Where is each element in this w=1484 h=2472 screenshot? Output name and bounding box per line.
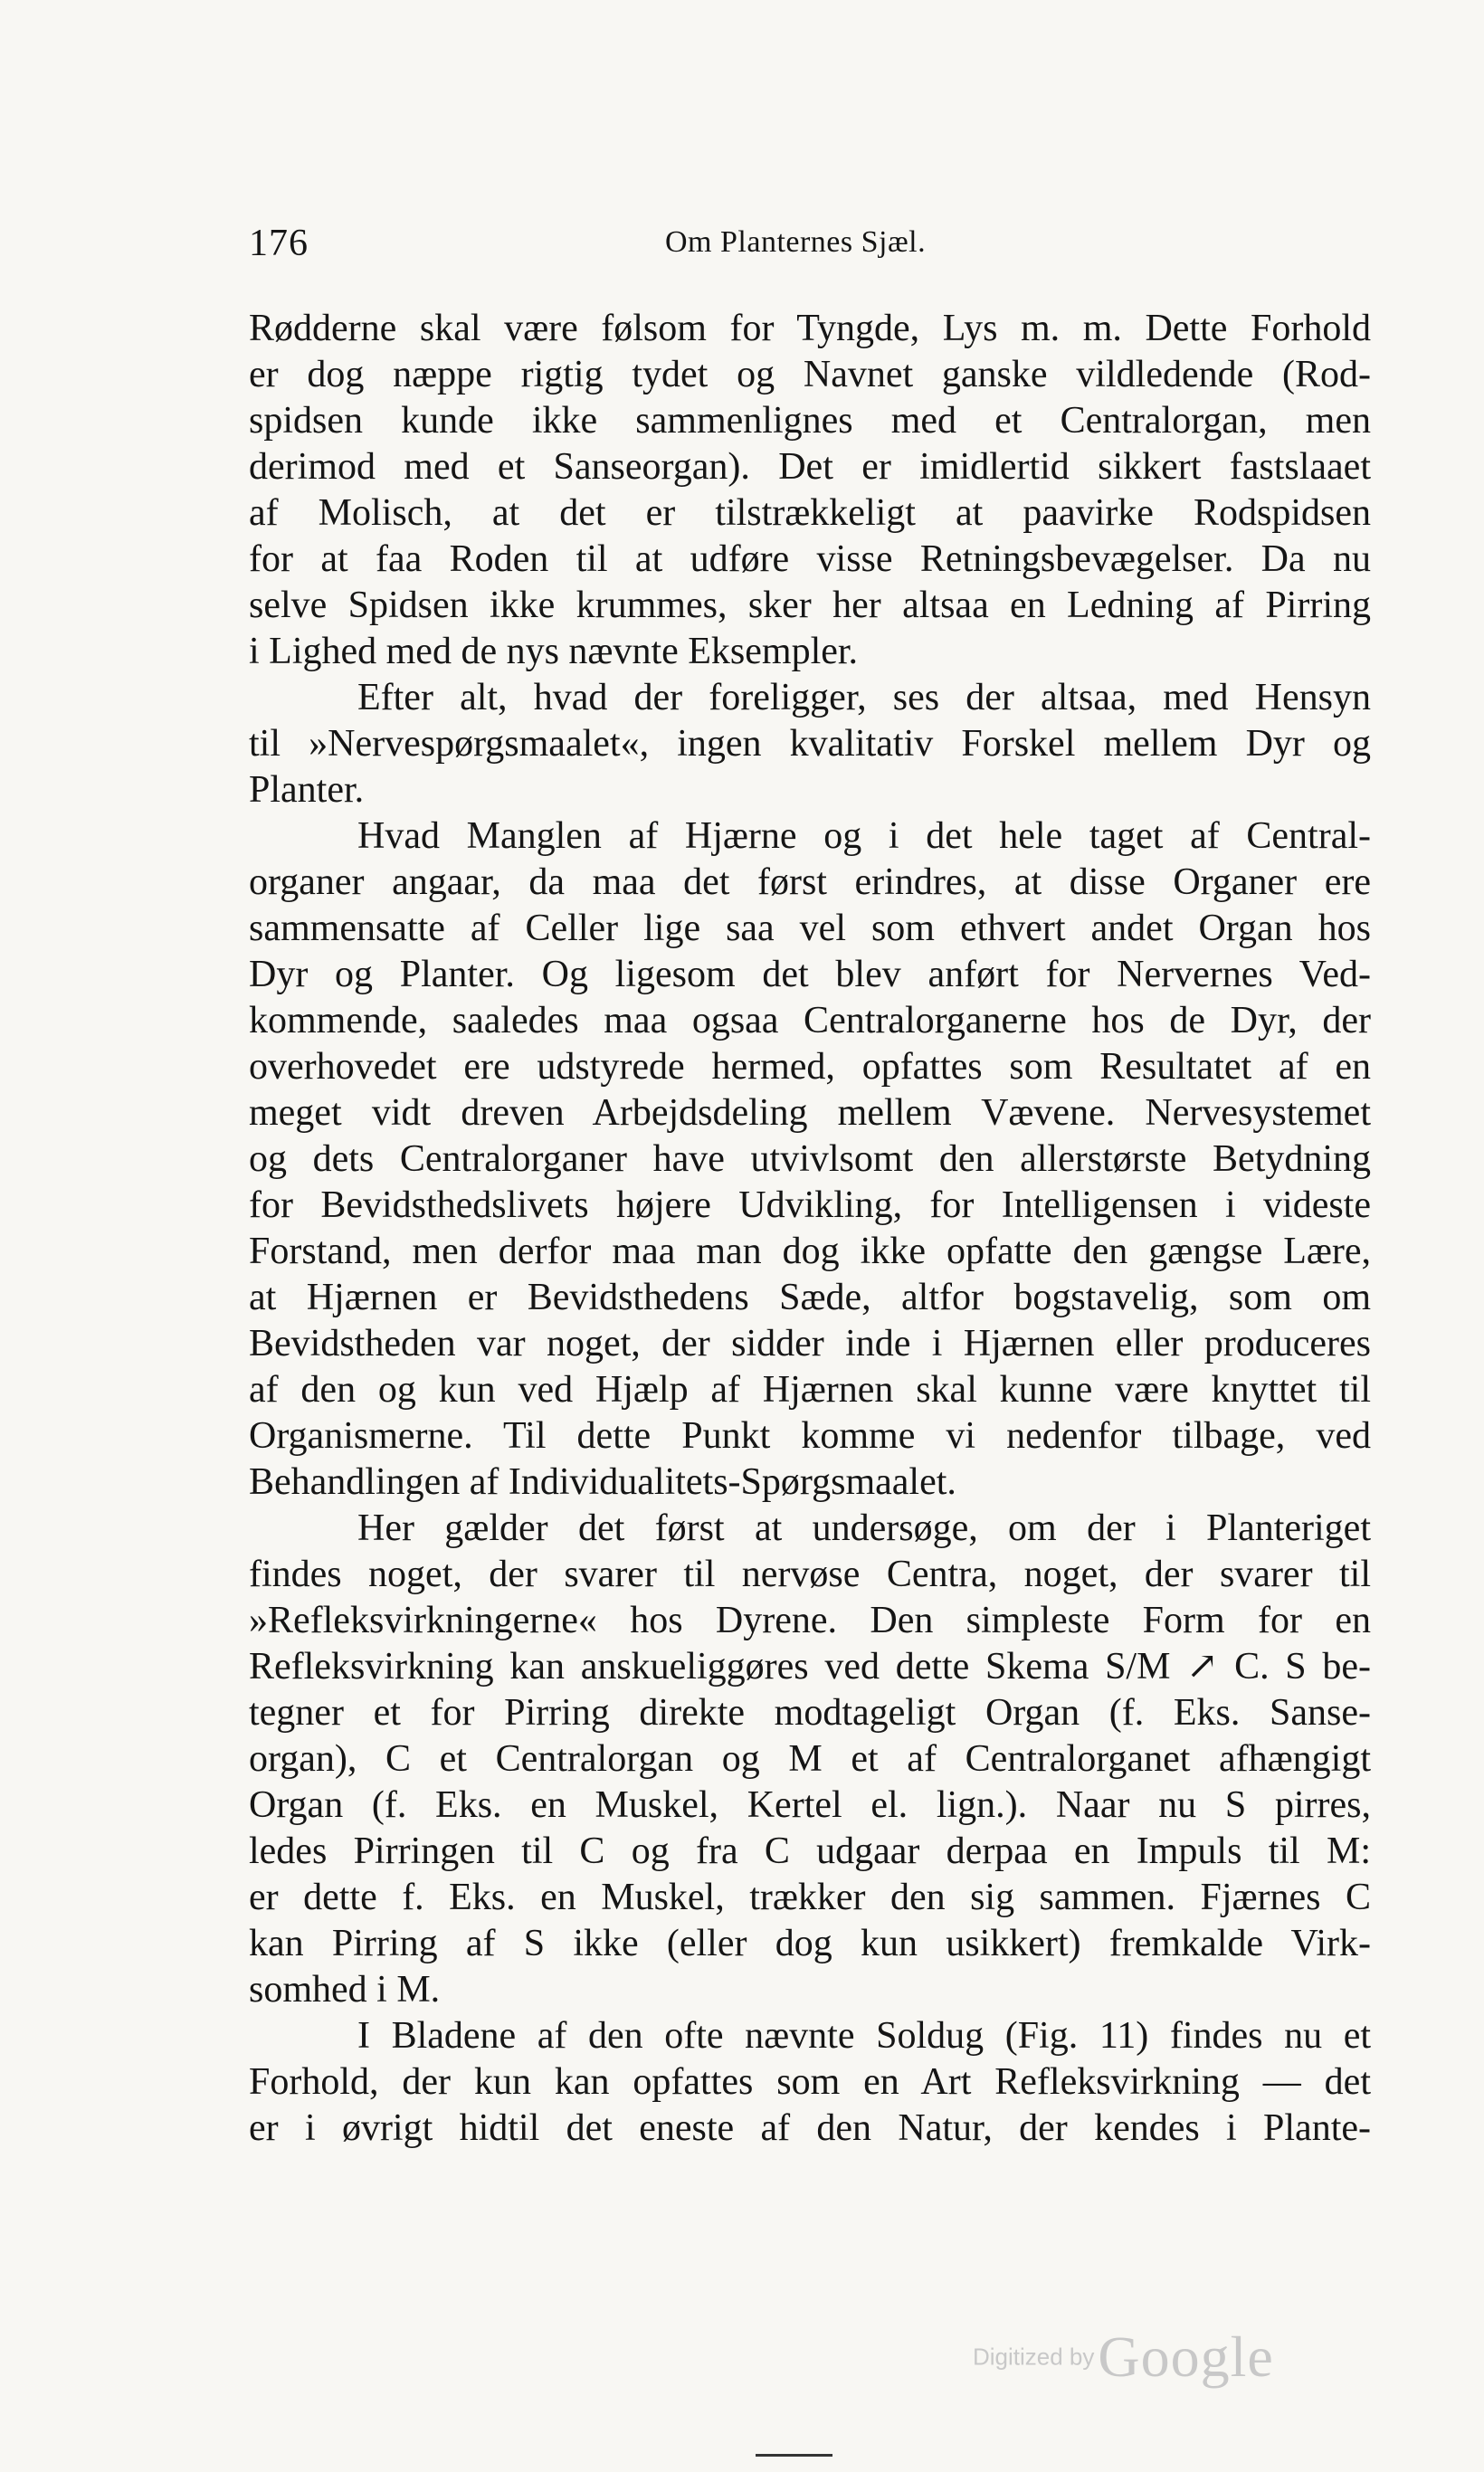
text-line: Hvad Manglen af Hjærne og i det hele taget af Central- — [357, 815, 1371, 857]
text-line: kommende, saaledes maa ogsaa Centralorganerne hos de Dyr, der — [249, 1000, 1371, 1041]
text-line: Organismerne. Til dette Punkt komme vi nedenfor tilbage, ved — [249, 1415, 1371, 1457]
text-line: og dets Centralorganer have utvivlsomt den allerstørste Betydning — [249, 1138, 1371, 1180]
footer-rule — [756, 2454, 832, 2457]
text-line: meget vidt dreven Arbejdsdeling mellem Vævene. Nervesystemet — [249, 1092, 1371, 1134]
google-logo: Google — [1098, 2325, 1274, 2389]
text-line: sammensatte af Celler lige saa vel som ethvert andet Organ hos — [249, 908, 1371, 949]
text-line: er dette f. Eks. en Muskel, trækker den sig sammen. Fjærnes C — [249, 1877, 1371, 1918]
text-line: Forhold, der kun kan opfattes som en Art Refleksvirkning — det — [249, 2061, 1371, 2103]
text-line: I Bladene af den ofte nævnte Soldug (Fig. 11) findes nu et — [357, 2015, 1371, 2057]
text-line: organ), C et Centralorgan og M et af Centralorganet afhængigt — [249, 1738, 1371, 1780]
text-line: derimod med et Sanseorgan). Det er imidlertid sikkert fastslaaet — [249, 446, 1371, 488]
text-line: for Bevidsthedslivets højere Udvikling, for Intelligensen i videste — [249, 1184, 1371, 1226]
watermark-prefix: Digitized by — [973, 2343, 1095, 2371]
text-line: ledes Pirringen til C og fra C udgaar derpaa en Impuls til M: — [249, 1830, 1371, 1872]
text-line: Dyr og Planter. Og ligesom det blev anført for Nervernes Ved- — [249, 954, 1371, 995]
text-line: Efter alt, hvad der foreligger, ses der altsaa, med Hensyn — [357, 677, 1371, 718]
text-line: overhovedet ere udstyrede hermed, opfattes som Resultatet af en — [249, 1046, 1371, 1088]
text-line: for at faa Roden til at udføre visse Retningsbevægelser. Da nu — [249, 538, 1371, 580]
text-line: Organ (f. Eks. en Muskel, Kertel el. lign.). Naar nu S pirres, — [249, 1784, 1371, 1826]
text-line: kan Pirring af S ikke (eller dog kun usikkert) fremkalde Virk- — [249, 1923, 1371, 1964]
text-line: Refleksvirkning kan anskueliggøres ved dette Skema S/M ↗ C. S be- — [249, 1646, 1371, 1688]
running-head: Om Planternes Sjæl. — [665, 225, 927, 259]
text-line: selve Spidsen ikke krummes, sker her altsaa en Ledning af Pirring — [249, 585, 1371, 626]
text-line: i Lighed med de nys nævnte Eksempler. — [249, 631, 859, 672]
text-line: Rødderne skal være følsom for Tyngde, Lys m. m. Dette Forhold — [249, 308, 1371, 349]
text-line: Her gælder det først at undersøge, om der i Planteriget — [357, 1507, 1371, 1549]
text-line: af den og kun ved Hjælp af Hjærnen skal kunne være knyttet til — [249, 1369, 1371, 1411]
text-line: er dog næppe rigtig tydet og Navnet ganske vildledende (Rod- — [249, 354, 1371, 395]
text-line: af Molisch, at det er tilstrækkeligt at paavirke Rodspidsen — [249, 492, 1371, 534]
text-line: Bevidstheden var noget, der sidder inde i Hjærnen eller produceres — [249, 1323, 1371, 1364]
page-header — [249, 222, 1371, 276]
text-line: er i øvrigt hidtil det eneste af den Natur, der kendes i Plante- — [249, 2107, 1371, 2149]
text-line: Planter. — [249, 769, 365, 811]
digitized-by-google-watermark — [973, 2324, 1274, 2387]
text-line: »Refleksvirkningerne« hos Dyrene. Den simpleste Form for en — [249, 1600, 1371, 1641]
text-line: tegner et for Pirring direkte modtageligt Organ (f. Eks. Sanse- — [249, 1692, 1371, 1734]
page-number: 176 — [249, 223, 309, 264]
text-line: organer angaar, da maa det først erindres, at disse Organer ere — [249, 861, 1371, 903]
text-line: findes noget, der svarer til nervøse Centra, noget, der svarer til — [249, 1554, 1371, 1595]
text-line: Forstand, men derfor maa man dog ikke opfatte den gængse Lære, — [249, 1231, 1371, 1272]
text-line: somhed i M. — [249, 1969, 441, 2011]
text-line: Behandlingen af Individualitets-Spørgsmaalet. — [249, 1461, 956, 1503]
body-text — [249, 306, 1371, 2152]
text-line: at Hjærnen er Bevidsthedens Sæde, altfor bogstavelig, som om — [249, 1277, 1371, 1318]
text-line: spidsen kunde ikke sammenlignes med et Centralorgan, men — [249, 400, 1371, 442]
text-line: til »Nervespørgsmaalet«, ingen kvalitativ Forskel mellem Dyr og — [249, 723, 1371, 765]
